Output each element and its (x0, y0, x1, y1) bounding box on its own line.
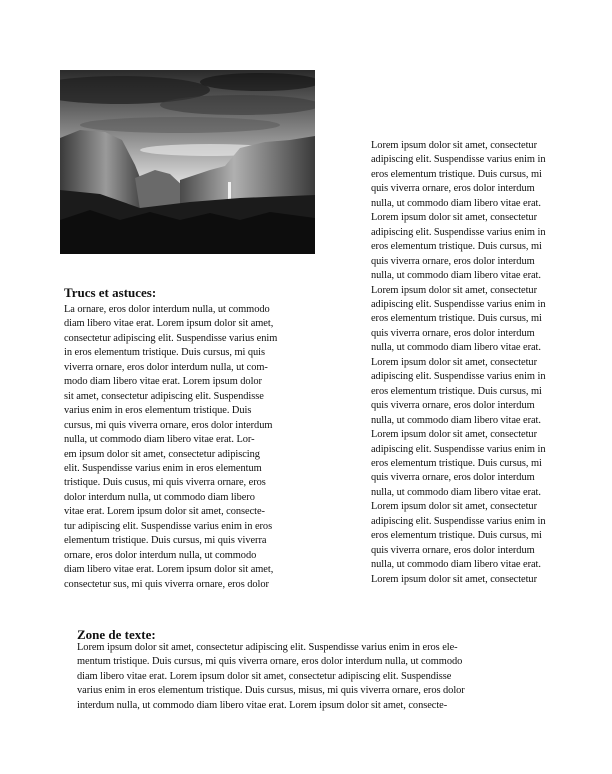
text-line: Lorem ipsum dolor sit amet, consectetur (371, 356, 537, 368)
text-line: ornare, eros dolor interdum nulla, ut commodo (64, 549, 257, 561)
text-line: quis viverra ornare, eros dolor interdum (371, 327, 535, 339)
text-line: nulla, ut commodo diam libero vitae erat. (371, 270, 541, 282)
text-line: Lorem ipsum dolor sit amet, consectetur (371, 501, 537, 513)
text-line: adipiscing elit. Suspendisse varius enim in (371, 298, 546, 310)
text-line: nulla, ut commodo diam libero vitae erat. (371, 486, 541, 498)
text-line: in eros elementum tristique. Duis cursus, mi quis (64, 347, 266, 359)
text-line: eros elementum tristique. Duis cursus, mi (371, 168, 542, 180)
text-line: Lorem ipsum dolor sit amet, consectetur (371, 573, 537, 585)
text-line: varius enim in eros elementum tristique. Duis cursus, misus, mi quis viverra ornare, eros dolor (77, 685, 465, 697)
text-line: nulla, ut commodo diam libero vitae erat. (371, 414, 541, 426)
text-line: eros elementum tristique. Duis cursus, mi (371, 241, 542, 253)
text-line: adipiscing elit. Suspendisse varius enim in (371, 515, 546, 527)
text-line: mentum tristique. Duis cursus, mi quis viverra ornare, eros dolor interdum nulla, ut commodo (77, 656, 463, 668)
text-line: consectetur sus, mi quis viverra ornare, eros dolor (64, 578, 269, 590)
text-line: quis viverra ornare, eros dolor interdum (371, 544, 535, 556)
text-line: sit amet, consectetur adipiscing elit. Suspendisse (64, 390, 264, 402)
trucs-heading: Trucs et astuces: (64, 285, 157, 300)
text-line: elit. Suspendisse varius enim in eros elementum (64, 462, 262, 474)
text-line: adipiscing elit. Suspendisse varius enim in (371, 226, 546, 238)
text-line: Lorem ipsum dolor sit amet, consectetur adipiscing elit. Suspendisse varius enim in eros ele- (77, 642, 458, 653)
text-line: nulla, ut commodo diam libero vitae erat. (371, 559, 541, 571)
text-line: viverra ornare, eros dolor interdum nulla, ut com- (64, 361, 268, 373)
text-line: cursus, mi quis viverra ornare, eros dolor interdum (64, 419, 273, 431)
text-line: eros elementum tristique. Duis cursus, mi (371, 313, 542, 325)
text-line: quis viverra ornare, eros dolor interdum (371, 183, 535, 195)
text-line: quis viverra ornare, eros dolor interdum (371, 255, 535, 267)
right-text-column (371, 139, 545, 587)
text-line: diam libero vitae erat. Lorem ipsum dolor sit amet, (64, 318, 274, 330)
text-line: Lorem ipsum dolor sit amet, consectetur (371, 284, 537, 296)
text-line: nulla, ut commodo diam libero vitae erat. Lor- (64, 434, 255, 446)
text-line: diam libero vitae erat. Lorem ipsum dolor sit amet, consectetur adipiscing elit. Suspendisse (77, 670, 452, 682)
text-line: adipiscing elit. Suspendisse varius enim in (371, 443, 546, 455)
text-line: dolor interdum nulla, ut commodo diam libero (64, 491, 255, 503)
valley-photo-icon (60, 70, 315, 254)
text-line: Lorem ipsum dolor sit amet, consectetur (371, 429, 537, 441)
zone-text-block (77, 641, 465, 713)
text-line: tristique. Duis cusus, mi quis viverra ornare, eros (64, 477, 266, 489)
text-line: elementum tristique. Duis cursus, mi quis viverra (64, 535, 267, 547)
text-line: vitae erat. Lorem ipsum dolor sit amet, consecte- (64, 506, 265, 518)
text-line: nulla, ut commodo diam libero vitae erat. (371, 197, 541, 209)
text-line: tur adipiscing elit. Suspendisse varius enim in eros (64, 520, 273, 532)
text-line: nulla, ut commodo diam libero vitae erat. (371, 342, 541, 354)
text-line: adipiscing elit. Suspendisse varius enim in (371, 371, 546, 383)
text-line: Lorem ipsum dolor sit amet, consectetur (371, 140, 537, 151)
zone-heading: Zone de texte: (77, 627, 156, 642)
text-line: Lorem ipsum dolor sit amet, consectetur (371, 212, 537, 224)
trucs-column (64, 303, 277, 592)
text-line: quis viverra ornare, eros dolor interdum (371, 400, 535, 412)
text-line: eros elementum tristique. Duis cursus, mi (371, 457, 542, 469)
text-line: eros elementum tristique. Duis cursus, mi (371, 385, 542, 397)
text-line: quis viverra ornare, eros dolor interdum (371, 472, 535, 484)
landscape-photo (60, 70, 315, 254)
text-line: La ornare, eros dolor interdum nulla, ut commodo (64, 304, 270, 315)
text-line: eros elementum tristique. Duis cursus, mi (371, 530, 542, 542)
text-line: adipiscing elit. Suspendisse varius enim in (371, 154, 546, 166)
text-line: varius enim in eros elementum tristique. Duis (64, 405, 252, 417)
text-line: diam libero vitae erat. Lorem ipsum dolor sit amet, (64, 564, 274, 576)
text-line: consectetur adipiscing elit. Suspendisse varius enim (64, 332, 278, 344)
text-line: modo diam libero vitae erat. Lorem ipsum dolor (64, 376, 262, 388)
text-line: interdum nulla, ut commodo diam libero vitae erat. Lorem ipsum dolor sit amet, consecte- (77, 699, 448, 711)
text-line: em ipsum dolor sit amet, consectetur adipiscing (64, 448, 260, 460)
